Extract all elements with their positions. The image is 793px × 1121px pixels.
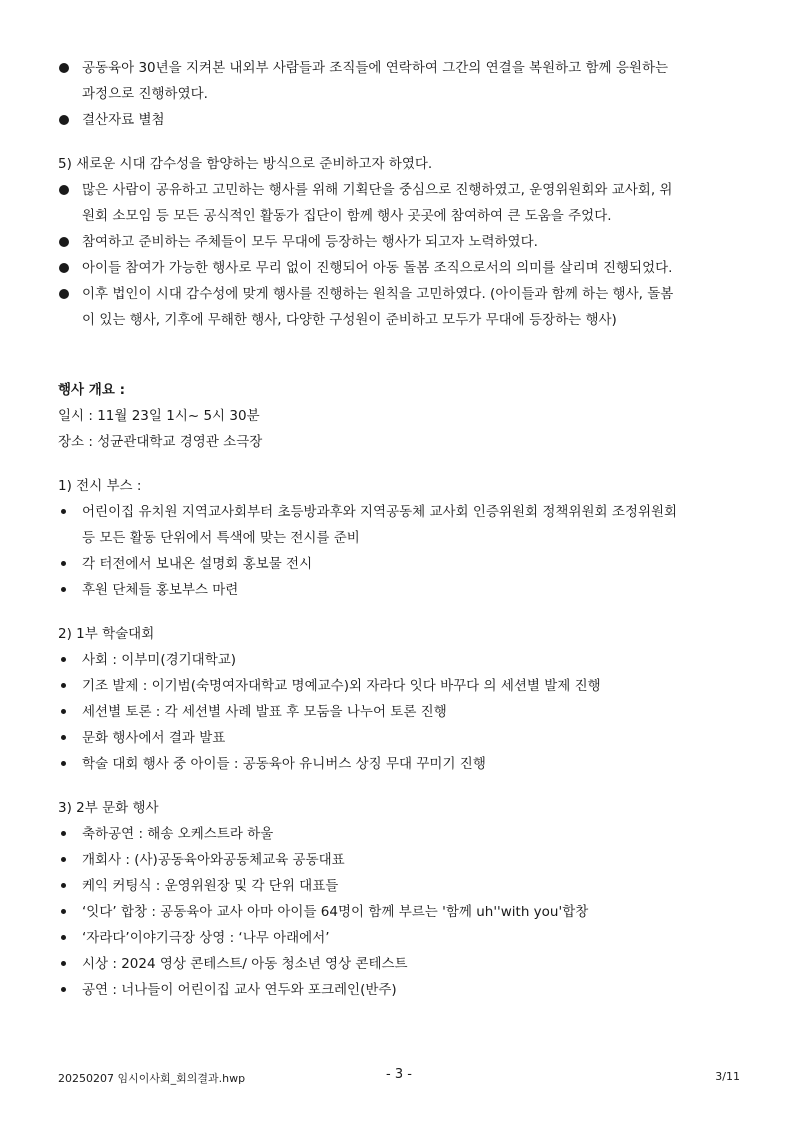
list-item	[58, 229, 740, 255]
page-footer	[58, 1067, 740, 1087]
list-item	[58, 499, 740, 551]
list-item	[58, 255, 740, 281]
list-item	[58, 899, 740, 925]
part2-bullet-list	[58, 647, 740, 777]
list-item-text: 케익 커팅식 : 운영위원장 및 각 단위 대표들	[82, 878, 339, 894]
list-item	[58, 725, 740, 751]
list-item-text-continued: 등 모든 활동 단위에서 특색에 맞는 전시를 준비	[82, 530, 360, 546]
list-item	[58, 821, 740, 847]
list-item-text: 학술 대회 행사 중 아이들 : 공동육아 유니버스 상징 무대 꾸미기 진행	[82, 756, 486, 772]
list-item-text: ‘잇다’ 합창 : 공동육아 교사 아마 아이들 64명이 함께 부르는 '함께 uh''with you'합창	[82, 904, 589, 920]
list-item-text: 시상 : 2024 영상 콘테스트/ 아동 청소년 영상 콘테스트	[82, 956, 408, 972]
list-item-text: 후원 단체들 홍보부스 마련	[82, 582, 239, 598]
list-item	[58, 847, 740, 873]
list-item	[58, 873, 740, 899]
document-body	[58, 55, 740, 1003]
list-item	[58, 673, 740, 699]
section-heading: 1) 전시 부스 :	[58, 478, 142, 494]
list-item-text-continued: 과정으로 진행하였다.	[82, 86, 208, 102]
list-item-text: 각 터전에서 보내온 설명회 홍보물 전시	[82, 556, 313, 572]
intro-bullet-list	[58, 55, 740, 133]
list-item	[58, 107, 740, 133]
list-item-text: 참여하고 준비하는 주체들이 모두 무대에 등장하는 행사가 되고자 노력하였다.	[82, 234, 538, 250]
list-item-text: 문화 행사에서 결과 발표	[82, 730, 226, 746]
event-overview-title: 행사 개요 :	[58, 382, 125, 398]
list-item-text: 공연 : 너나들이 어린이집 교사 연두와 포크레인(반주)	[82, 982, 397, 998]
list-item-text: 축하공연 : 해송 오케스트라 하울	[82, 826, 274, 842]
list-item	[58, 925, 740, 951]
list-item-text-continued: 이 있는 행사, 기후에 무해한 행사, 다양한 구성원이 준비하고 모두가 무대에 등장하는 행사)	[82, 312, 617, 328]
list-item	[58, 55, 740, 107]
footer-filename: 20250207 임시이사회_회의결과.hwp	[58, 1072, 246, 1085]
list-item	[58, 577, 740, 603]
list-item	[58, 177, 740, 229]
list-item-text: 결산자료 별첨	[82, 112, 165, 128]
list-item-text: 이후 법인이 시대 감수성에 맞게 행사를 진행하는 원칙을 고민하였다. (아이들과 함께 하는 행사, 돌봄	[82, 286, 674, 302]
list-item	[58, 281, 740, 333]
list-item	[58, 699, 740, 725]
list-item-text: 사회 : 이부미(경기대학교)	[82, 652, 237, 668]
list-item-text-continued: 원회 소모임 등 모든 공식적인 활동가 집단이 함께 행사 곳곳에 참여하여 큰 도움을 주었다.	[82, 208, 612, 224]
footer-page-count: 3/11	[715, 1070, 740, 1083]
list-item	[58, 751, 740, 777]
part3-bullet-list	[58, 821, 740, 1003]
list-item-text: 많은 사람이 공유하고 고민하는 행사를 위해 기획단을 중심으로 진행하였고, 운영위원회와 교사회, 위	[82, 182, 673, 198]
section-heading: 2) 1부 학술대회	[58, 626, 155, 642]
list-item-text: 세션별 토론 : 각 세션별 사례 발표 후 모둠을 나누어 토론 진행	[82, 704, 447, 720]
section5-bullet-list	[58, 177, 740, 333]
list-item-text: 어린이집 유치원 지역교사회부터 초등방과후와 지역공동체 교사회 인증위원회 정책위원회 조정위원회	[82, 504, 678, 520]
list-item	[58, 647, 740, 673]
part1-bullet-list	[58, 499, 740, 603]
section-heading: 5) 새로운 시대 감수성을 함양하는 방식으로 준비하고자 하였다.	[58, 156, 433, 172]
list-item-text: ‘자라다’이야기극장 상영 : ‘나무 아래에서’	[82, 930, 330, 946]
list-item-text: 개회사 : (사)공동육아와공동체교육 공동대표	[82, 852, 345, 868]
section-heading: 3) 2부 문화 행사	[58, 800, 159, 816]
footer-page-number: - 3 -	[386, 1067, 412, 1082]
list-item-text: 아이들 참여가 가능한 행사로 무리 없이 진행되어 아동 돌봄 조직으로서의 의미를 살리며 진행되었다.	[82, 260, 673, 276]
event-date: 일시 : 11월 23일 1시~ 5시 30분	[58, 408, 260, 424]
list-item	[58, 951, 740, 977]
list-item	[58, 551, 740, 577]
list-item	[58, 977, 740, 1003]
list-item-text: 공동육아 30년을 지켜본 내외부 사람들과 조직들에 연락하여 그간의 연결을 복원하고 함께 응원하는	[82, 60, 669, 76]
list-item-text: 기조 발제 : 이기범(숙명여자대학교 명예교수)외 자라다 잇다 바꾸다 의 세션별 발제 진행	[82, 678, 601, 694]
event-place: 장소 : 성균관대학교 경영관 소극장	[58, 434, 263, 450]
